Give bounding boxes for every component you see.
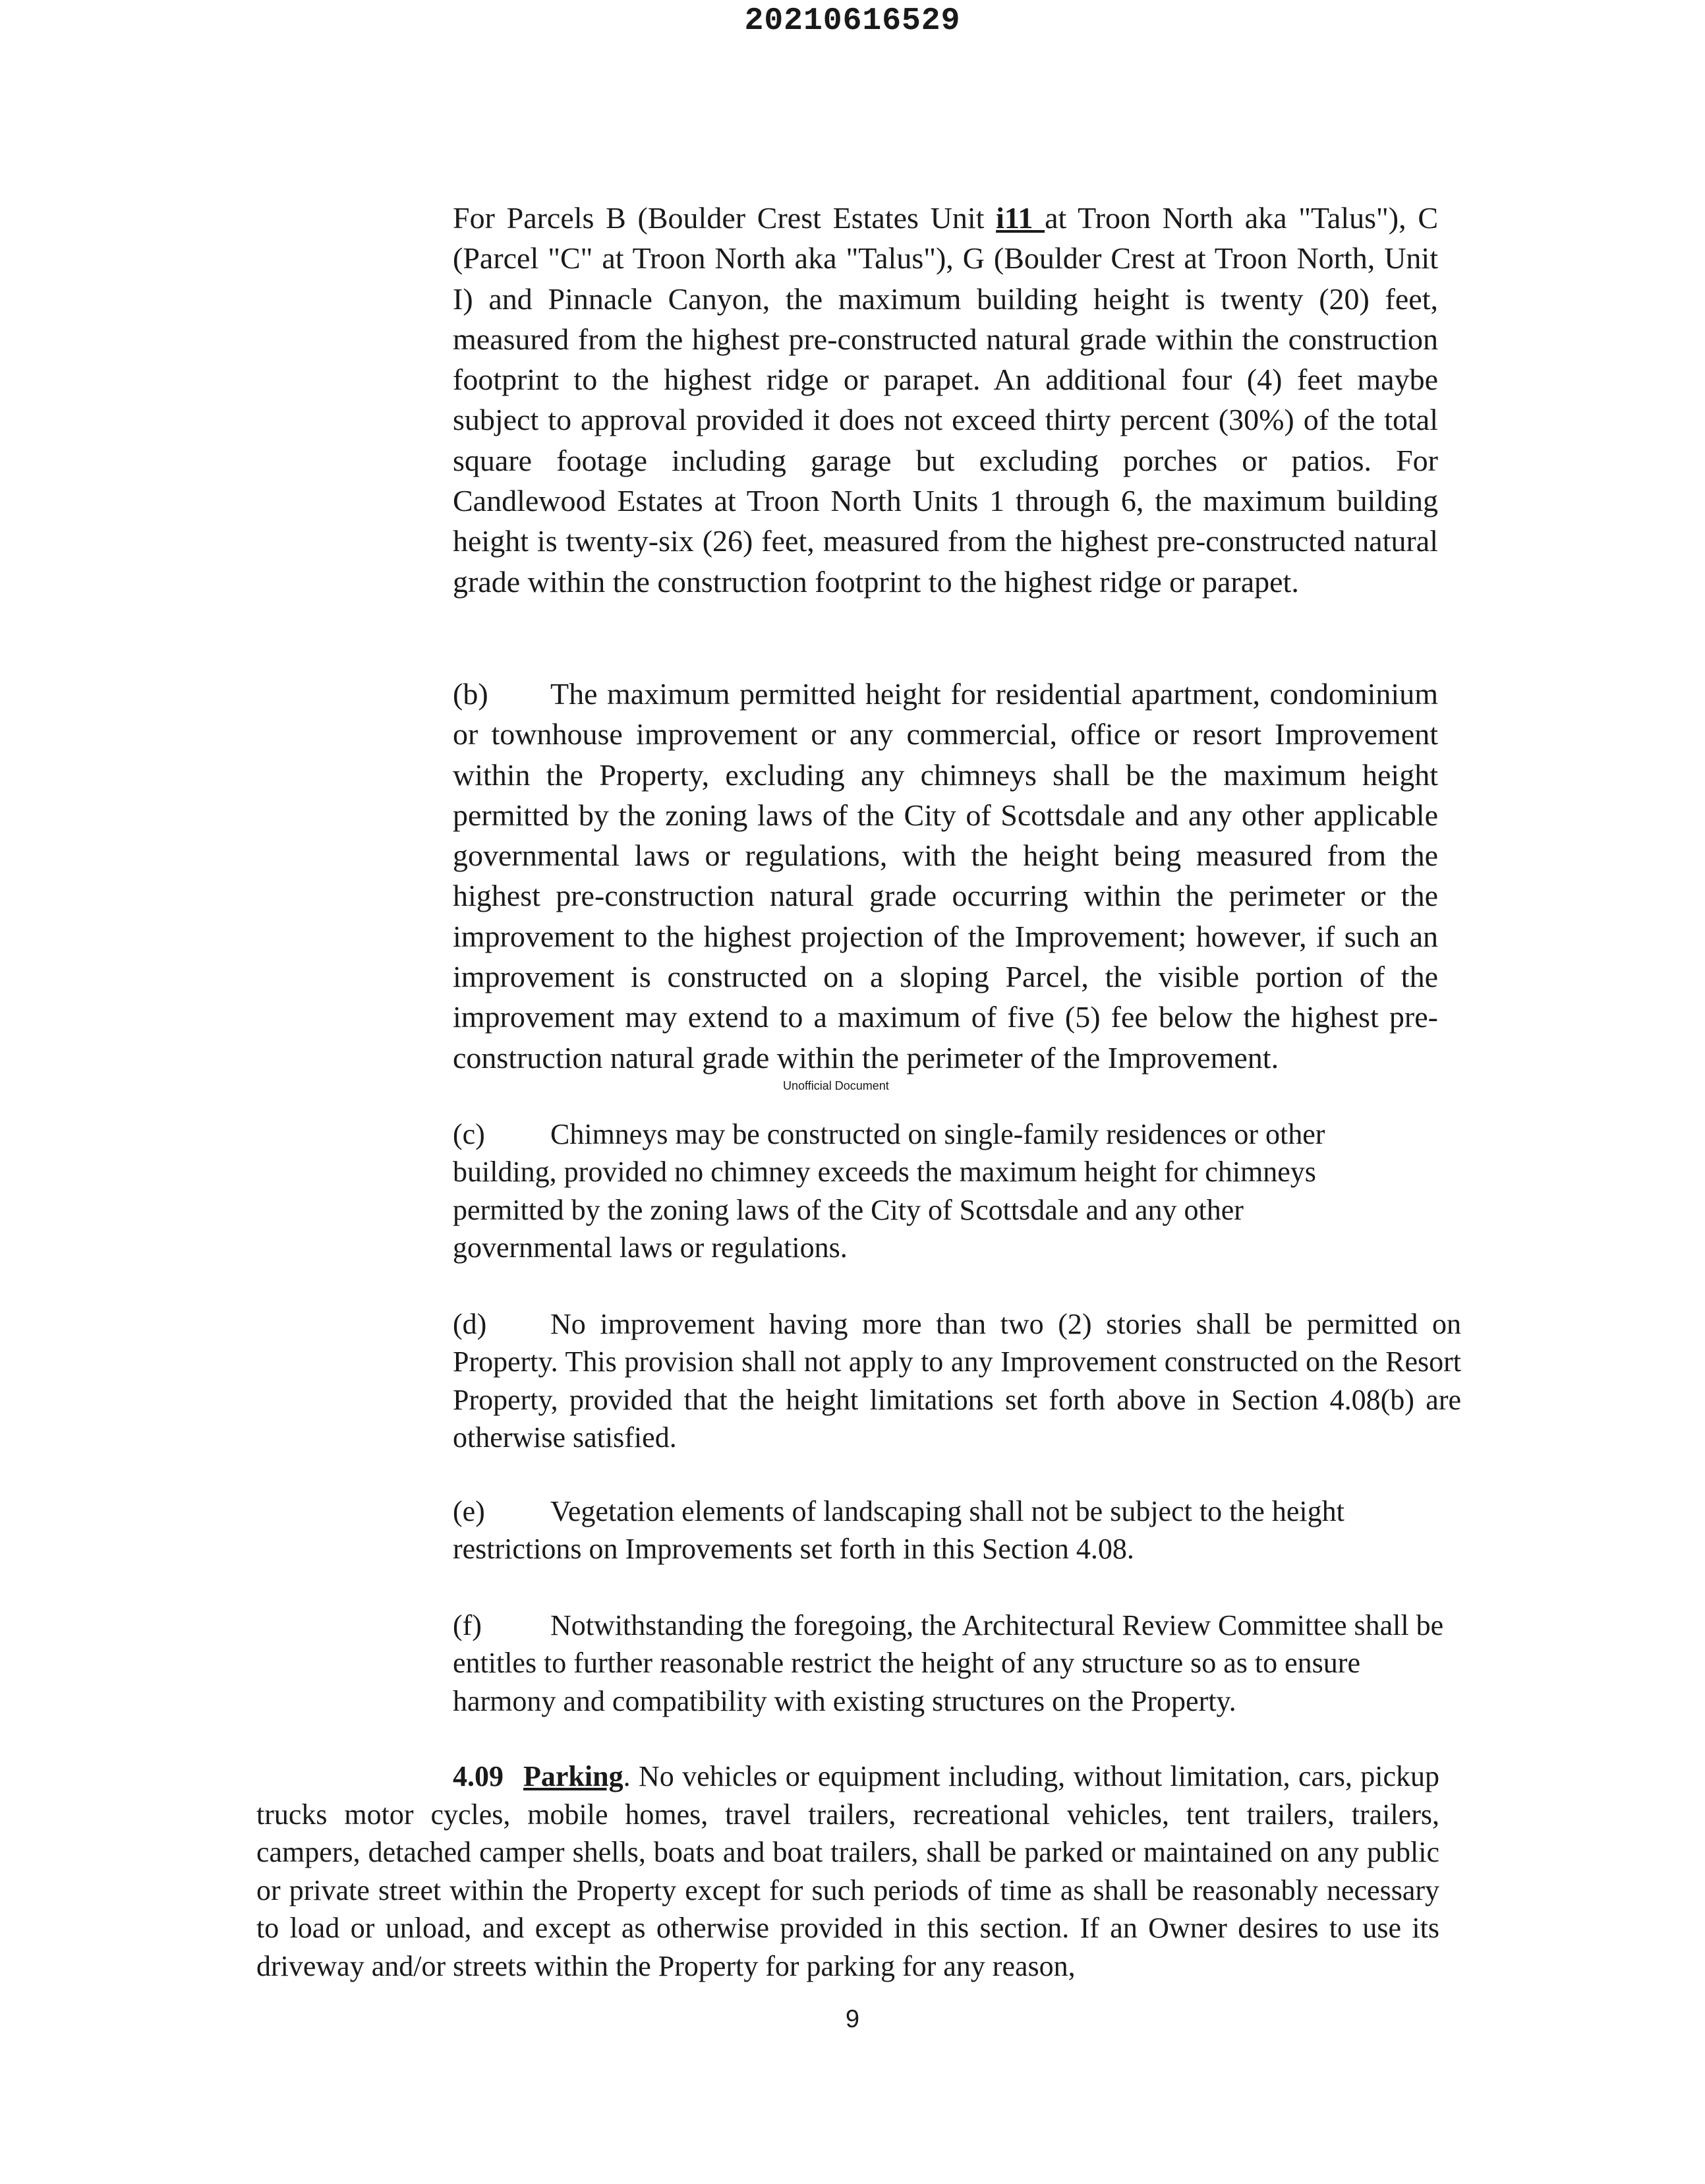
- paragraph-f-label: (f): [453, 1609, 482, 1641]
- paragraph-c: [453, 1115, 1389, 1267]
- paragraph-f-text: Notwithstanding the foregoing, the Architectural Review Committee shall be entitles to further reasonable restrict the height of any structure so as to ensure harmony and compatibility with existing structures on the Property.: [453, 1609, 1444, 1717]
- page-number: 9: [845, 2005, 860, 2033]
- paragraph-e-text: Vegetation elements of landscaping shall not be subject to the height restrictions on Improvements set forth in this Section 4.08.: [453, 1495, 1344, 1566]
- paragraph-d-text: No improvement having more than two (2) stories shall be permitted on Property. This provision shall not apply to any Improvement constructed on the Resort Property, provided that the height limitations set forth above in Section 4.08(b) are otherwise satisfied.: [453, 1308, 1461, 1454]
- paragraph-c-label: (c): [453, 1118, 485, 1150]
- section-4-09-parking: [256, 1757, 1439, 1985]
- paragraph-c-text: Chimneys may be constructed on single-family residences or other building, provided no chimney exceeds the maximum height for chimneys permitted by the zoning laws of the City of Scottsdale and any other governmental laws or regulations.: [453, 1118, 1325, 1264]
- paragraph-a-unit-number: i11: [996, 201, 1045, 235]
- paragraph-d-label: (d): [453, 1308, 487, 1340]
- paragraph-b-label: (b): [453, 677, 488, 711]
- section-title: Parking: [523, 1760, 623, 1792]
- paragraph-e-label: (e): [453, 1495, 485, 1527]
- paragraph-a-text-after: at Troon North aka "Talus"), C (Parcel "C" at Troon North aka "Talus"), G (Boulder Crest at Troon North, Unit I) and Pinnacle Canyon, the maximum building height is twenty (20) feet, measured from the highest pre-constructed natural grade within the construction footprint to the highest ridge or parapet. An additional four (4) feet maybe subject to approval provided it does not exceed thirty percent (30%) of the total square footage including garage but excluding porches or patios. For Candlewood Estates at Troon North Units 1 through 6, the maximum building height is twenty-six (26) feet, measured from the highest pre-constructed natural grade within the construction footprint to the highest ridge or parapet.: [453, 201, 1439, 599]
- paragraph-b: [453, 674, 1438, 1078]
- paragraph-d: [453, 1305, 1461, 1457]
- paragraph-b-text: The maximum permitted height for residential apartment, condominium or townhouse improvement or any commercial, office or resort Improvement within the Property, excluding any chimneys shall be the maximum height permitted by the zoning laws of the City of Scottsdale and any other applicable governmental laws or regulations, with the height being measured from the highest pre-construction natural grade occurring within the perimeter or the improvement to the highest projection of the Improvement; however, if such an improvement is constructed on a sloping Parcel, the visible portion of the improvement may extend to a maximum of five (5) fee below the highest pre-construction natural grade within the perimeter of the Improvement.: [453, 677, 1438, 1075]
- section-text: . No vehicles or equipment including, without limitation, cars, pickup trucks motor cycles, mobile homes, travel trailers, recreational vehicles, tent trailers, trailers, campers, detached camper shells, boats and boat trailers, shall be parked or maintained on any public or private street within the Property except for such periods of time as shall be reasonably necessary to load or unload, and except as otherwise provided in this section. If an Owner desires to use its driveway and/or streets within the Property for parking for any reason,: [256, 1760, 1439, 1982]
- paragraph-f: [453, 1607, 1455, 1720]
- unofficial-document-watermark: Unofficial Document: [783, 1079, 889, 1092]
- paragraph-a: [453, 198, 1438, 602]
- paragraph-e: [453, 1492, 1428, 1568]
- document-number: 20210616529: [744, 3, 961, 39]
- paragraph-a-text-before: For Parcels B (Boulder Crest Estates Unit: [453, 201, 997, 235]
- section-number: 4.09: [453, 1760, 504, 1792]
